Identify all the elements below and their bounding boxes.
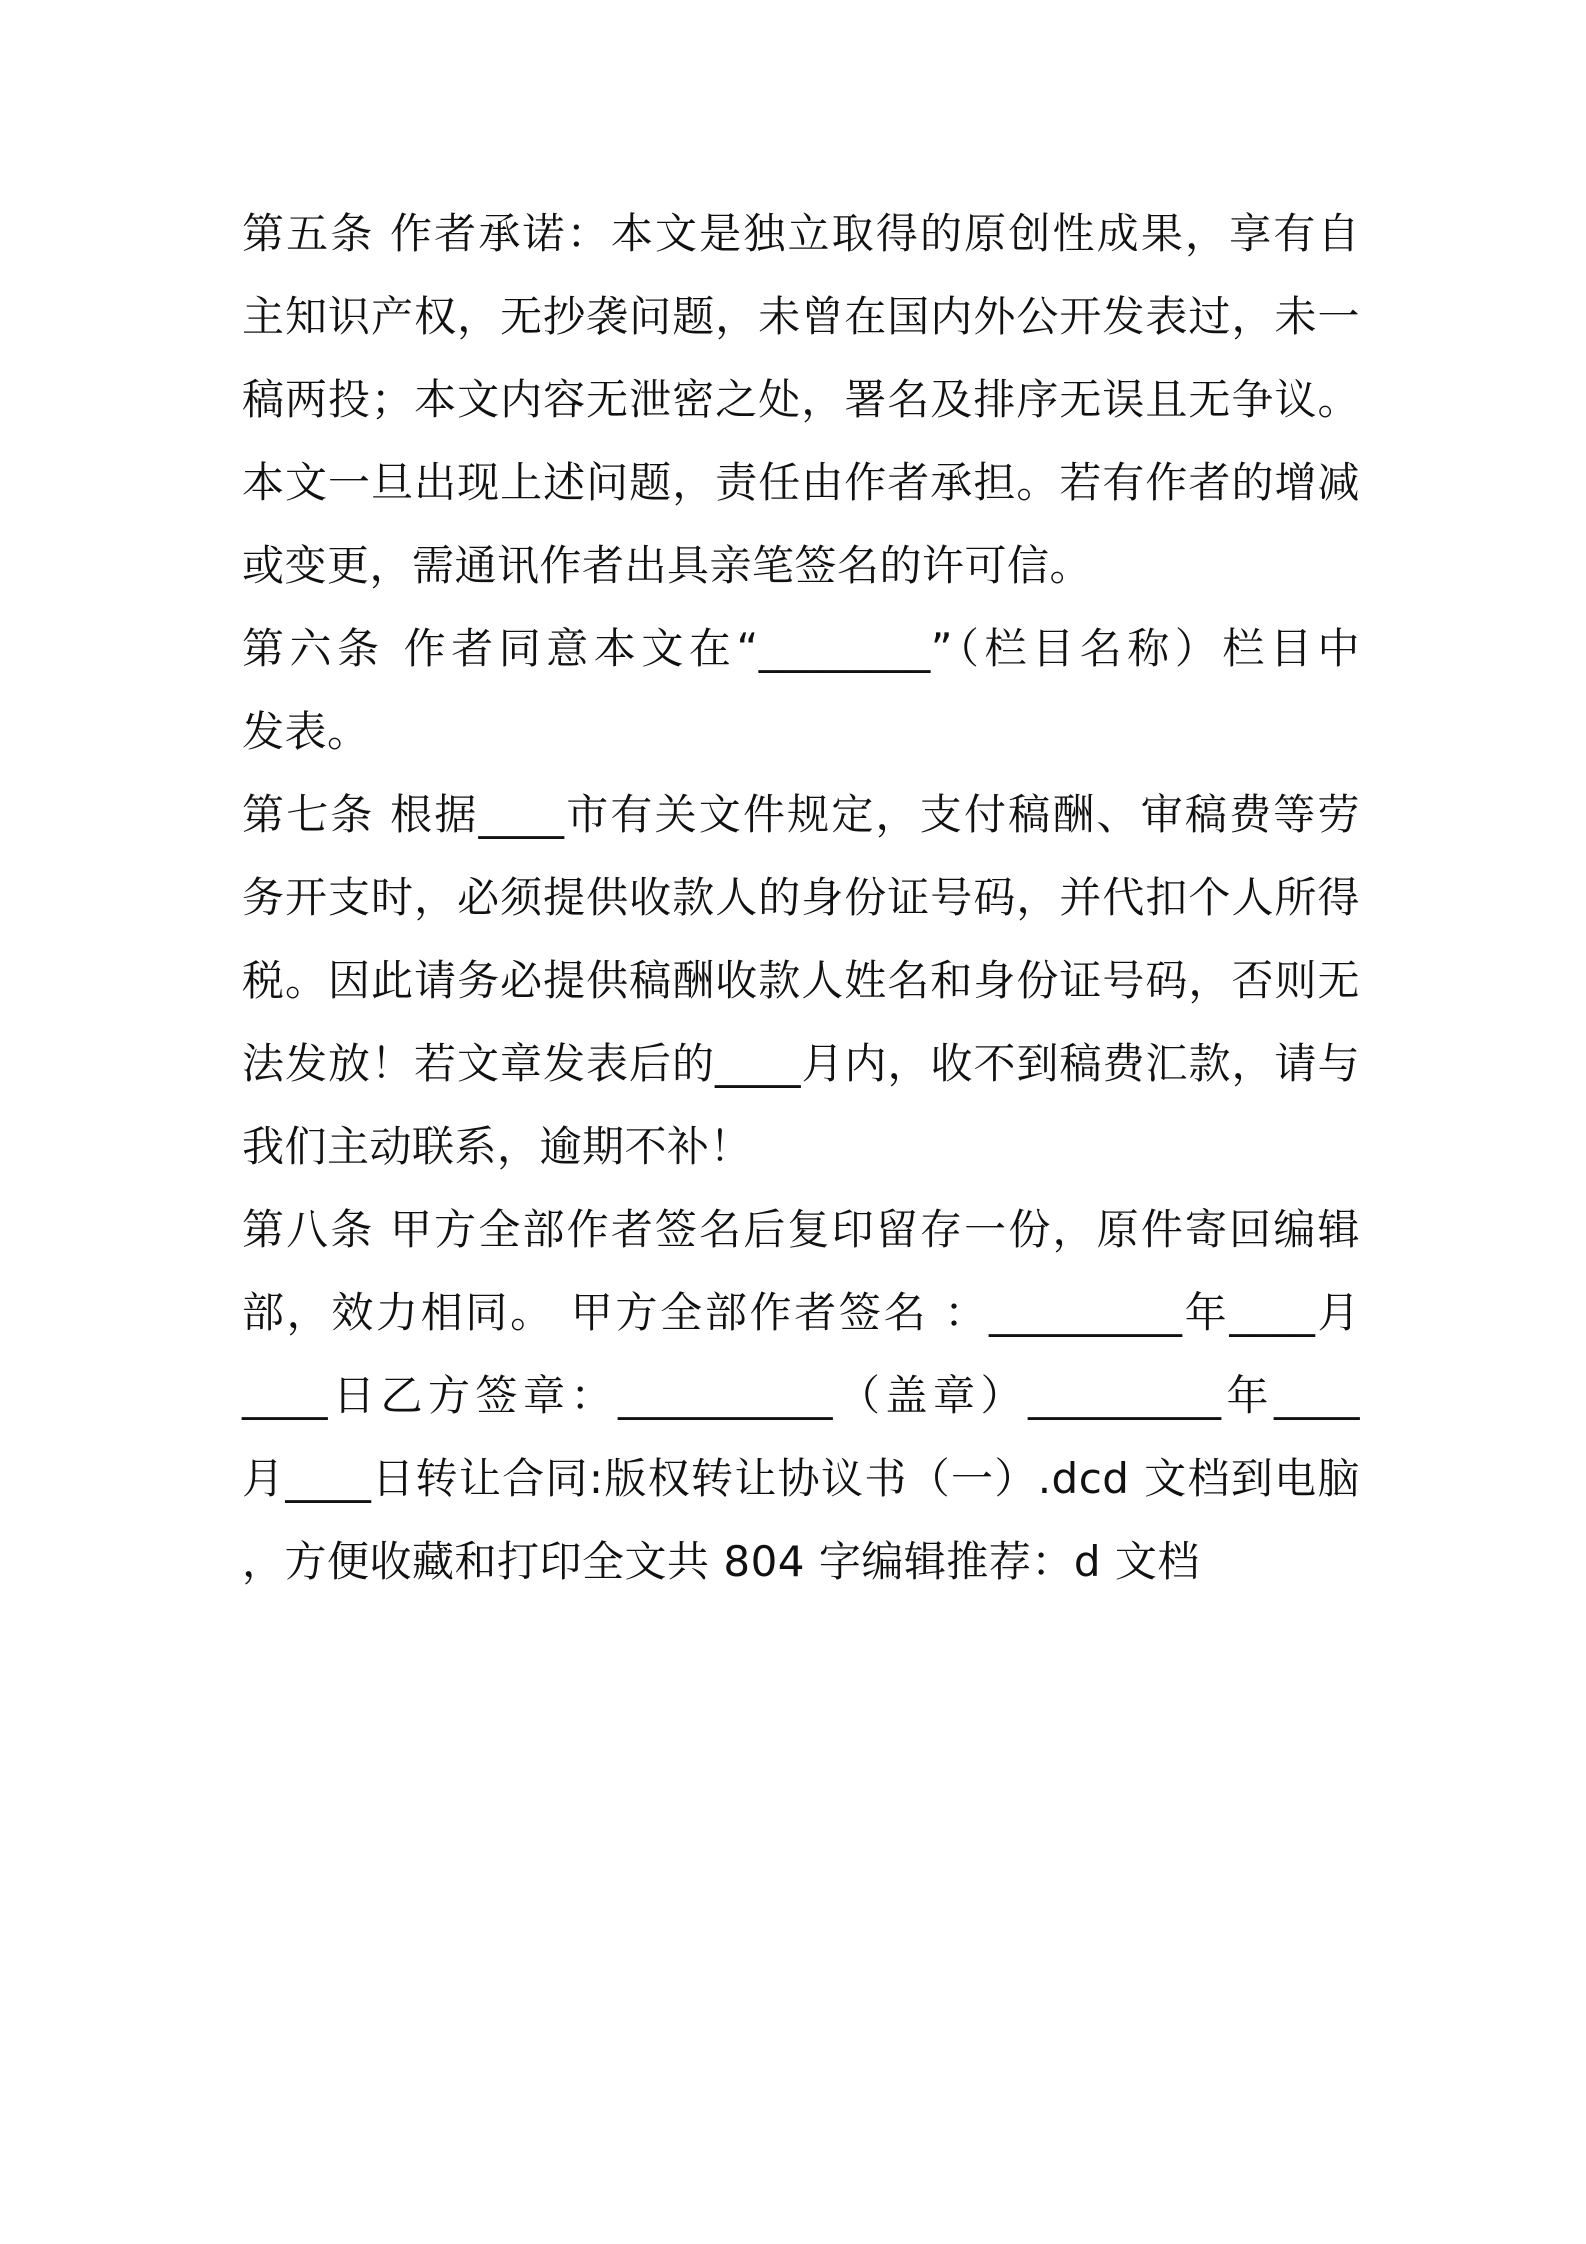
text-line: ，方便收藏和打印全文共 804 字编辑推荐：d 文档 [242, 1537, 1200, 1586]
document-body [242, 192, 1360, 1603]
text-line: 本文一旦出现上述问题，责任由作者承担。若有作者的增减 [242, 458, 1360, 507]
text-line: 或变更，需通讯作者出具亲笔签名的许可信。 [242, 541, 1093, 590]
text-line: 月____日转让合同:版权转让协议书（一）.dcd 文档到电脑 [242, 1454, 1360, 1503]
text-line: ____日乙方签章：__________（盖章）_________年____ [242, 1371, 1360, 1420]
text-line: 法发放！若文章发表后的____月内，收不到稿费汇款，请与 [242, 1039, 1360, 1088]
text-line: 发表。 [242, 707, 370, 756]
text-line: 第六条 作者同意本文在“________”（栏目名称）栏目中 [242, 624, 1360, 673]
text-line: 第七条 根据____市有关文件规定，支付稿酬、审稿费等劳 [242, 790, 1360, 839]
text-line: 务开支时，必须提供收款人的身份证号码，并代扣个人所得 [242, 873, 1360, 922]
text-line: 税。因此请务必提供稿酬收款人姓名和身份证号码，否则无 [242, 956, 1360, 1005]
text-line: 第五条 作者承诺：本文是独立取得的原创性成果，享有自 [242, 209, 1360, 258]
text-line: 部，效力相同。 甲方全部作者签名 ：_________年____月 [242, 1288, 1360, 1337]
text-line: 我们主动联系，逾期不补！ [242, 1122, 753, 1171]
text-line: 稿两投；本文内容无泄密之处，署名及排序无误且无争议。 [242, 375, 1360, 424]
text-line: 第八条 甲方全部作者签名后复印留存一份，原件寄回编辑 [242, 1205, 1360, 1254]
text-line: 主知识产权，无抄袭问题，未曾在国内外公开发表过，未一 [242, 292, 1360, 341]
